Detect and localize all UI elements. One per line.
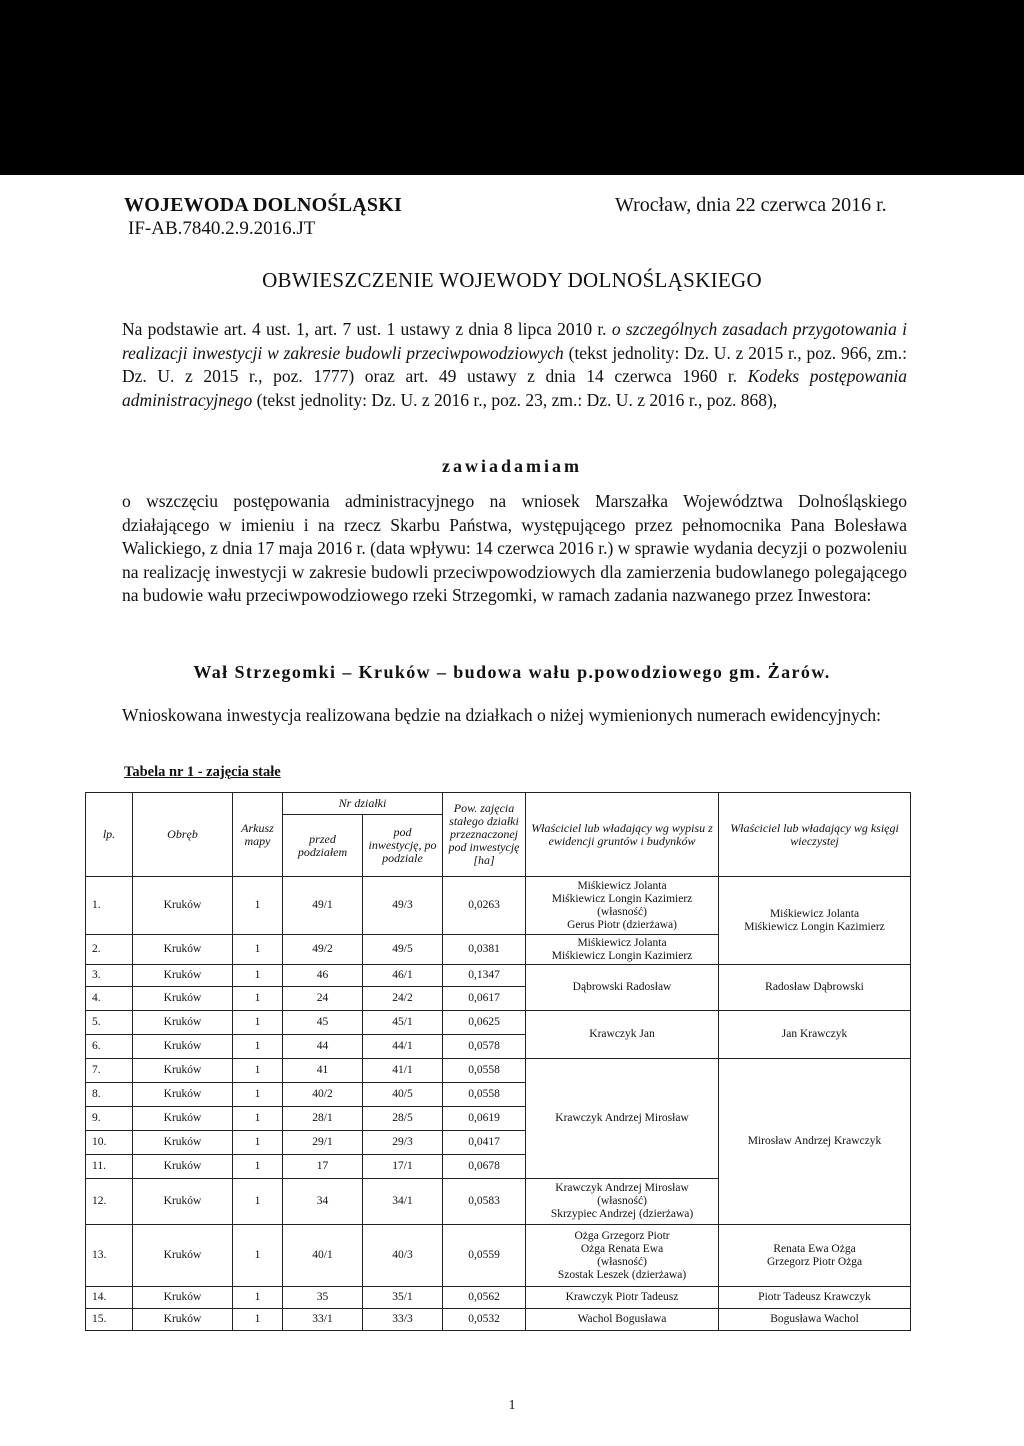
table-row: 8. Kruków 1 40/2 40/5 0,0558 (86, 1083, 911, 1107)
owner-kw-cell: Renata Ewa Ożga Grzegorz Piotr Ożga (719, 1225, 911, 1287)
table-row: 7. Kruków 1 41 41/1 0,0558 Krawczyk Andrzej Mirosław Mirosław Andrzej Krawczyk (86, 1059, 911, 1083)
table-caption: Tabela nr 1 - zajęcia stałe (124, 764, 281, 780)
owner-kw-cell: Bogusława Wachol (719, 1309, 911, 1331)
page-number: 1 (508, 1398, 516, 1413)
scan-top-band (0, 0, 1024, 175)
table-row: 4. Kruków 1 24 24/2 0,0617 (86, 987, 911, 1011)
owner-egib-cell: Miśkiewicz Jolanta Miśkiewicz Longin Kazimierz (526, 935, 719, 965)
table-row: 1. Kruków 1 49/1 49/3 0,0263 Miśkiewicz Jolanta Miśkiewicz Longin Kazimierz (własność) Gerus Piotr (dzierżawa) Miśkiewicz Jolanta Miśkiewicz Longin Kazimierz (86, 877, 911, 935)
table-row: 9. Kruków 1 28/1 28/5 0,0619 (86, 1107, 911, 1131)
owner-kw-cell: Jan Krawczyk (719, 1011, 911, 1059)
table-row: 10. Kruków 1 29/1 29/3 0,0417 (86, 1131, 911, 1155)
table-row: 12. Kruków 1 34 34/1 0,0583 Krawczyk Andrzej Mirosław (własność) Skrzypiec Andrzej (dzierżawa) (86, 1179, 911, 1225)
owner-egib-cell: Krawczyk Andrzej Mirosław (własność) Skrzypiec Andrzej (dzierżawa) (526, 1179, 719, 1225)
owner-kw-cell: Radosław Dąbrowski (719, 965, 911, 1011)
document-title: OBWIESZCZENIE WOJEWODY DOLNOŚLĄSKIEGO (262, 268, 762, 292)
body-paragraph: o wszczęciu postępowania administracyjnego na wniosek Marszałka Województwa Dolnośląskiego działającego w imieniu i na rzecz Skarbu Państwa, występującego przez pełnomocnika Pana Bolesława Walickiego, z dnia 17 maja 2016 r. (data wpływu: 14 czerwca 2016 r.) w sprawie wydania decyzji o pozwoleniu na realizację inwestycji w zakresie budowli przeciwpowodziowych dla zamierzenia budowlanego polegającego na budowie wału przeciwpowodziowego rzeki Strzegomki, w ramach zadania nazwanego przez Inwestora: (122, 491, 907, 605)
owner-egib-cell: Krawczyk Andrzej Mirosław (526, 1059, 719, 1179)
owner-kw-cell: Piotr Tadeusz Krawczyk (719, 1287, 911, 1309)
owner-egib-cell: Wachol Bogusława (526, 1309, 719, 1331)
investment-text: Wnioskowana inwestycja realizowana będzie na działkach o niżej wymienionych numerach ewidencyjnych: (122, 705, 882, 725)
owner-egib-cell: Krawczyk Piotr Tadeusz (526, 1287, 719, 1309)
place-date: Wrocław, dnia 22 czerwca 2016 r. (615, 194, 887, 216)
announcement-word: zawiadamiam (442, 456, 582, 476)
owner-egib-cell: Krawczyk Jan (526, 1011, 719, 1059)
header-pod: pod inwestycję, po podziale (363, 815, 443, 877)
header-pow: Pow. zajęcia stałego działki przeznaczonej pod inwestycję [ha] (443, 793, 526, 877)
header-arkusz: Arkusz mapy (233, 793, 283, 877)
header-nr-dzialki: Nr działki (283, 793, 443, 815)
table-row: 2. Kruków 1 49/2 49/5 0,0381 Miśkiewicz Jolanta Miśkiewicz Longin Kazimierz (86, 935, 911, 965)
header-obreb: Obręb (133, 793, 233, 877)
owner-egib-cell: Miśkiewicz Jolanta Miśkiewicz Longin Kazimierz (własność) Gerus Piotr (dzierżawa) (526, 877, 719, 935)
header-lp: lp. (86, 793, 133, 877)
legal-basis: Na podstawie art. 4 ust. 1, art. 7 ust. 1 ustawy z dnia 8 lipca 2010 r. o szczególnych zasadach przygotowania i realizacji inwestycji w zakresie budowli przeciwpowodziowych (tekst jednolity: Dz. U. z 2015 r., poz. 966, zm.: Dz. U. z 2015 r., poz. 1777) oraz art. 49 ustawy z dnia 14 czerwca 1960 r. Kodeks postępowania administracyjnego (tekst jednolity: Dz. U. z 2016 r., poz. 23, zm.: Dz. U. z 2016 r., poz. 868), (122, 319, 907, 410)
case-signature: IF-AB.7840.2.9.2016.JT (128, 218, 316, 239)
owner-egib-cell: Dąbrowski Radosław (526, 965, 719, 1011)
owner-egib-cell: Ożga Grzegorz Piotr Ożga Renata Ewa (własność) Szostak Leszek (dzierżawa) (526, 1225, 719, 1287)
table-row: 14. Kruków 1 35 35/1 0,0562 Krawczyk Piotr Tadeusz Piotr Tadeusz Krawczyk (86, 1287, 911, 1309)
header-owner-egib: Właściciel lub władający wg wypisu z ewidencji gruntów i budynków (526, 793, 719, 877)
table-row: 3. Kruków 1 46 46/1 0,1347 Dąbrowski Radosław Radosław Dąbrowski (86, 965, 911, 987)
table-row: 6. Kruków 1 44 44/1 0,0578 (86, 1035, 911, 1059)
parcels-table (85, 792, 911, 1331)
project-name: Wał Strzegomki – Kruków – budowa wału p.powodziowego gm. Żarów. (193, 662, 831, 682)
header-przed: przed podziałem (283, 815, 363, 877)
table-row: 11. Kruków 1 17 17/1 0,0678 (86, 1155, 911, 1179)
header-owner-kw: Właściciel lub władający wg księgi wieczystej (719, 793, 911, 877)
owner-kw-cell: Mirosław Andrzej Krawczyk (719, 1059, 911, 1225)
owner-kw-cell: Miśkiewicz Jolanta Miśkiewicz Longin Kazimierz (719, 877, 911, 965)
table-row: 5. Kruków 1 45 45/1 0,0625 Krawczyk Jan Jan Krawczyk (86, 1011, 911, 1035)
table-row: 15. Kruków 1 33/1 33/3 0,0532 Wachol Bogusława Bogusława Wachol (86, 1309, 911, 1331)
table-row: 13. Kruków 1 40/1 40/3 0,0559 Ożga Grzegorz Piotr Ożga Renata Ewa (własność) Szostak Leszek (dzierżawa) Renata Ewa Ożga Grzegorz Piotr Ożga (86, 1225, 911, 1287)
authority-name: WOJEWODA DOLNOŚLĄSKI (124, 194, 402, 216)
